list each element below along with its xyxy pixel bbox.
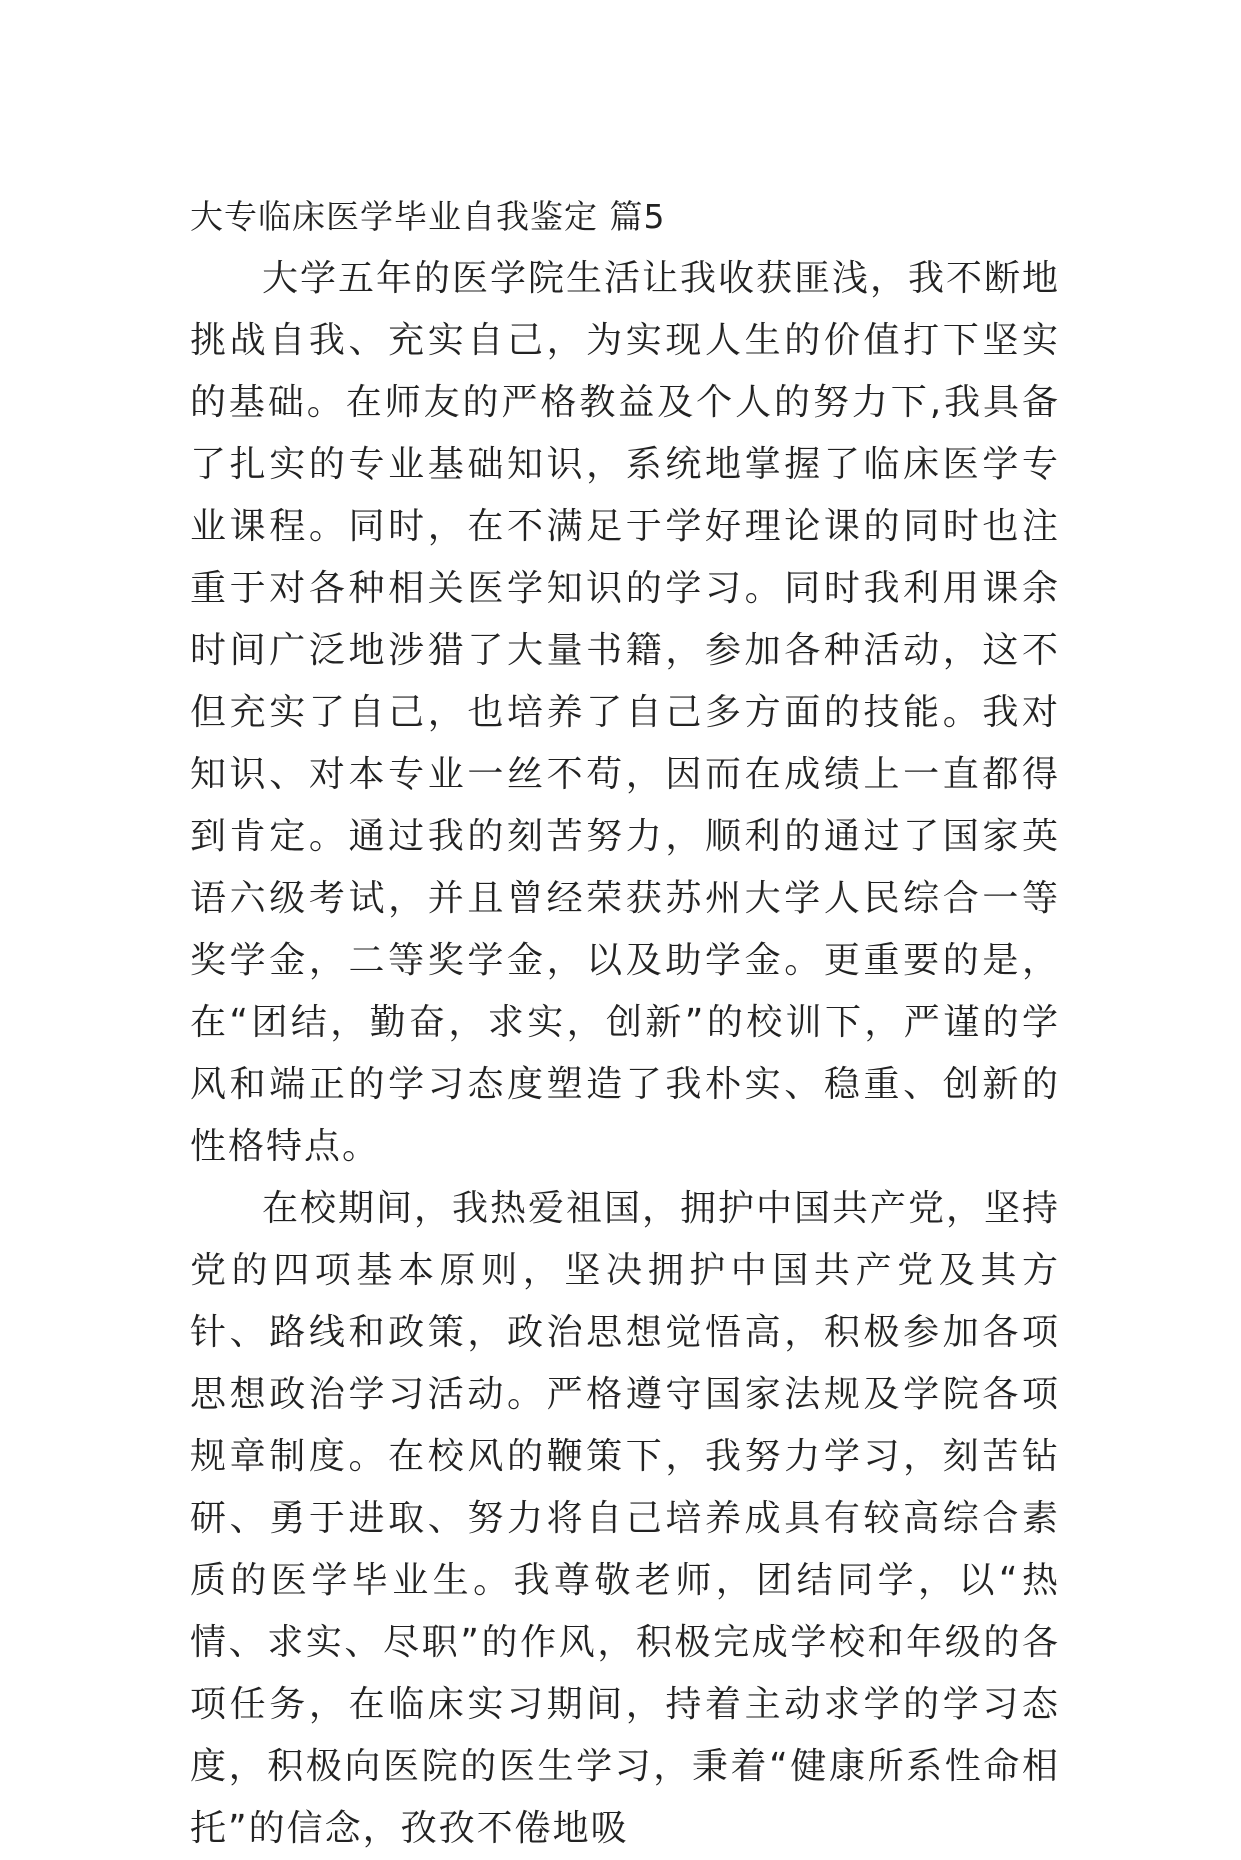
paragraph-2: 在校期间，我热爱祖国，拥护中国共产党，坚持党的四项基本原则，坚决拥护中国共产党及其方针、路线和政策，政治思想觉悟高，积极参加各项思想政治学习活动。严格遵守国家法规及学院各项规章制度。在校风的鞭策下，我努力学习，刻苦钻研、勇于进取、努力将自己培养成具有较高综合素质的医学毕业生。我尊敬老师，团结同学，以“热情、求实、尽职”的作风，积极完成学校和年级的各项任务，在临床实习期间，持着主动求学的学习态度，积极向医院的医生学习，秉着“健康所系性命相托”的信念，孜孜不倦地吸 bbox=[190, 1188, 1061, 1849]
document-body bbox=[190, 186, 1060, 1860]
document-title: 大专临床医学毕业自我鉴定 篇5 bbox=[190, 197, 666, 236]
paragraph-1: 大学五年的医学院生活让我收获匪浅，我不断地挑战自我、充实自己，为实现人生的价值打下坚实的基础。在师友的严格教益及个人的努力下,我具备了扎实的专业基础知识，系统地掌握了临床医学专业课程。同时，在不满足于学好理论课的同时也注重于对各种相关医学知识的学习。同时我利用课余时间广泛地涉猎了大量书籍，参加各种活动，这不但充实了自己，也培养了自己多方面的技能。我对知识、对本专业一丝不苟，因而在成绩上一直都得到肯定。通过我的刻苦努力，顺利的通过了国家英语六级考试，并且曾经荣获苏州大学人民综合一等奖学金，二等奖学金，以及助学金。更重要的是，在“团结，勤奋，求实，创新”的校训下，严谨的学风和端正的学习态度塑造了我朴实、稳重、创新的性格特点。 bbox=[190, 258, 1061, 1167]
